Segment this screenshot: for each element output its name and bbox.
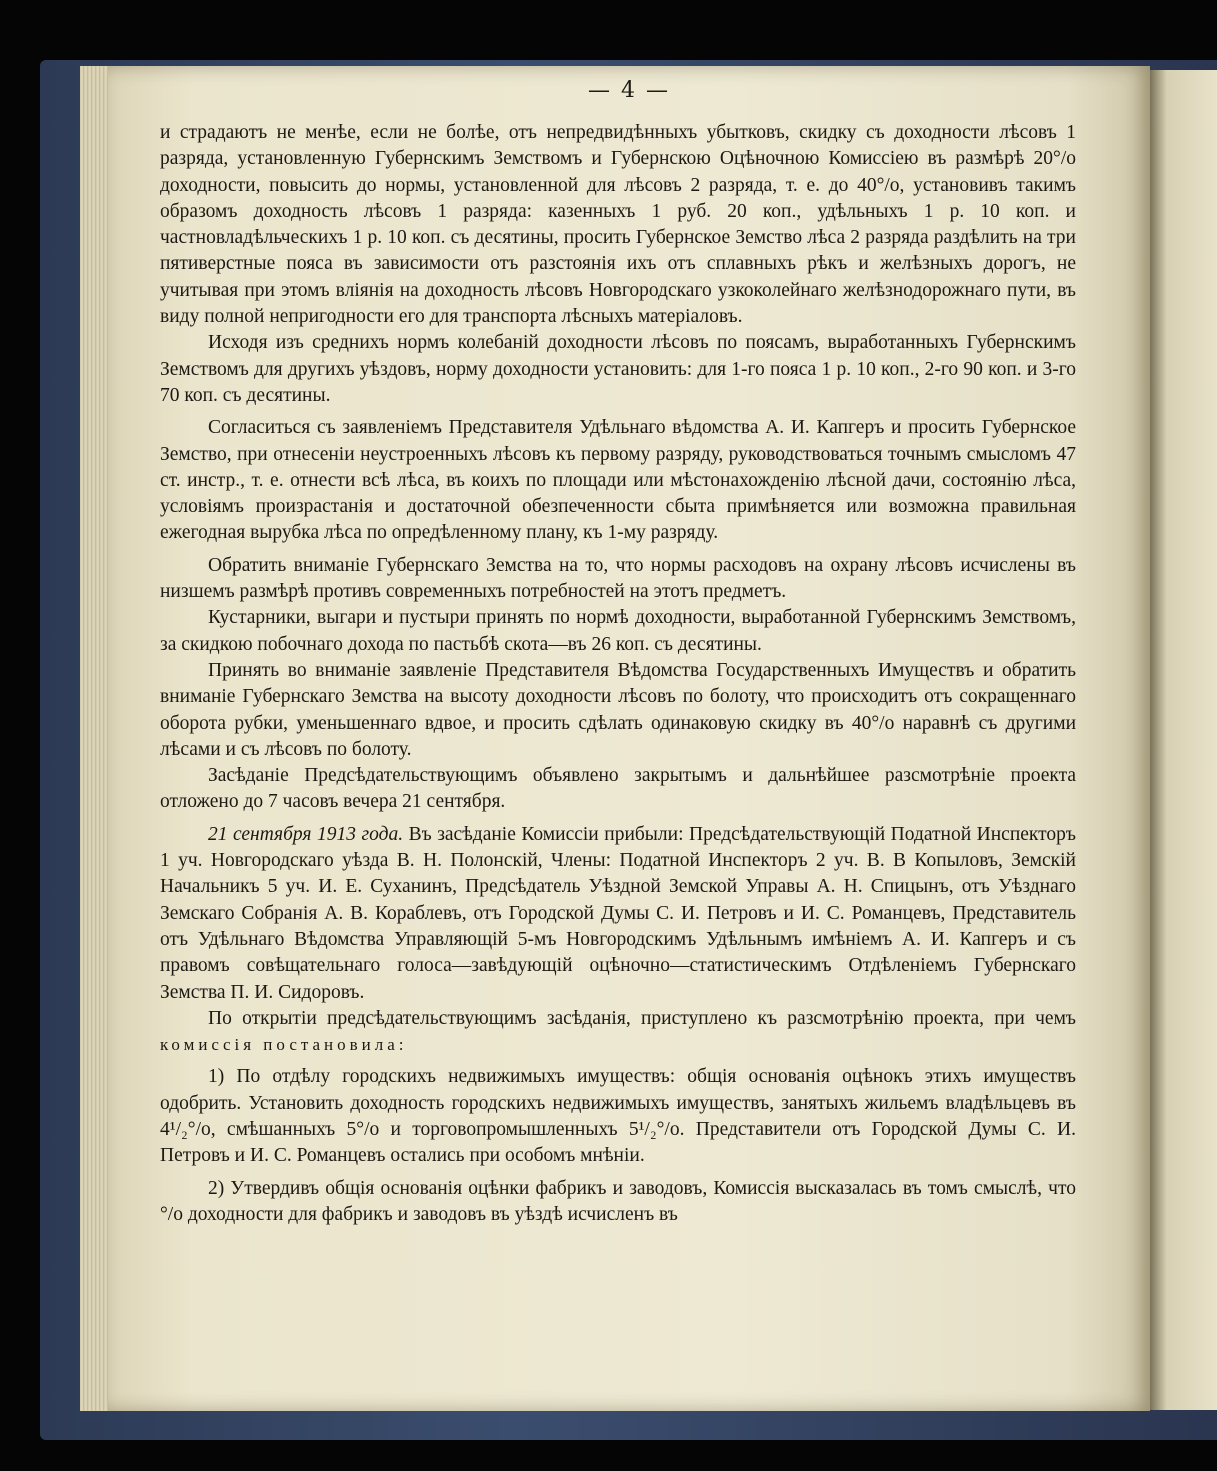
paragraph-kapger-statement: Согласиться съ заявленiемъ Представителя Удѣльнаго вѣдомства А. И. Капгеръ и просить Губернское Земство, при отнесенiи неустроенныхъ лѣсовъ къ первому разряду, руководствоваться точнымъ смысломъ 47 ст. инстр., т. е. отнести всѣ лѣса, въ коихъ по площади или мѣстонахожденiю лѣсной дачи, состоянiю лѣса, условiямъ произрастанiя и достаточной обезпеченности сбыта примѣняется или возможна правильная ежегодная вырубка лѣса по опредѣленному плану, къ 1-му разряду. (160, 417, 1076, 544)
paragraph-session-closed: Засѣданiе Предсѣдательствующимъ объявлено закрытымъ и дальнѣйшее разсмотрѣнiе проекта отложено до 7 часовъ вечера 21 сентября. (160, 765, 1076, 813)
paragraph-forest-discount: и страдаютъ не менѣе, если не болѣе, отъ непредвидѣнныхъ убытковъ, скидку съ доходности лѣсовъ 1 разряда, установленную Губернскимъ Земствомъ и Губернскою Оцѣночною Комиссiею въ размѣрѣ 20°/о доходности, повысить до нормы, установленной для лѣсовъ 2 разряда, т. е. до 40°/о, установивъ такимъ образомъ доходность лѣсовъ 1 разряда: казенныхъ 1 руб. 20 коп., удѣльныхъ 1 р. 10 коп. и частновладѣльческихъ 1 р. 10 коп. съ десятины, просить Губернское Земство лѣса 2 разряда раздѣлить на три пятиверстные пояса въ зависимости отъ разстоянiя ихъ отъ сплавныхъ рѣкъ и желѣзныхъ дорогъ, не учитывая при этомъ влiянiя на доходность лѣсовъ Новгородскаго узкоколейнаго желѣзнодорожнаго пути, въ виду полной непригодности его для транспорта лѣсныхъ матерiаловъ. (160, 122, 1076, 328)
session-date: 21 сентября 1913 года. (208, 823, 404, 845)
paragraph-factories: 2) Утвердивъ общiя основанiя оцѣнки фабрикъ и заводовъ, Комиссiя высказалась въ томъ смыслѣ, что °/о доходности для фабрикъ и заводовъ въ уѣздѣ исчисленъ въ (160, 1177, 1076, 1225)
paragraph-swamp-forest: Принять во вниманiе заявленiе Представителя Вѣдомства Государственныхъ Имуществъ и обратить вниманiе Губернскаго Земства на высоту доходности лѣсовъ по болоту, что происходитъ отъ сокращеннаго оборота рубки, уменьшеннаго вдвое, и просить сдѣлать одинаковую скидку въ 40°/о наравнѣ съ другими лѣсами и съ лѣсовъ по болоту. (160, 659, 1076, 760)
paragraph-september-21-session (160, 822, 1076, 1006)
book-page (108, 66, 1150, 1411)
paragraph-shrubland: Кустарники, выгари и пустыри принять по нормѣ доходности, выработанной Губернскимъ Земствомъ, за скидкою побочнаго дохода по пастьбѣ скота—въ 26 коп. съ десятины. (160, 607, 1076, 655)
page-number: — 4 — (588, 78, 670, 103)
proceedings-text: По открытiи предсѣдательствующимъ засѣданiя, приступлено къ разсмотрѣнiю проекта, при чемъ (208, 1007, 1076, 1029)
paragraph-urban-property: 1) По отдѣлу городскихъ недвижимыхъ имуществъ: общiя основанiя оцѣнокъ этихъ имуществъ одобрить. Установить доходность городскихъ недвижимыхъ имуществъ, занятыхъ жильемъ владѣльцевъ въ 4¹/₂°/о, смѣшанныхъ 5°/о и торговопромышленныхъ 5¹/₂°/о. Представители отъ Городской Думы С. И. Петровъ и И. С. Романцевъ остались при особомъ мнѣнiи. (160, 1066, 1076, 1167)
paragraph-protection-costs: Обратить вниманiе Губернскаго Земства на то, что нормы расходовъ на охрану лѣсовъ исчислены въ низшемъ размѣрѣ противъ современныхъ потребностей на этотъ предметъ. (160, 554, 1076, 603)
paragraph-belt-norms: Исходя изъ среднихъ нормъ колебанiй доходности лѣсовъ по поясамъ, выработанныхъ Губернскимъ Земствомъ для другихъ уѣздовъ, норму доходности установить: для 1-го пояса 1 р. 10 коп., 2-го 90 коп. и 3-го 70 коп. съ десятины. (160, 332, 1076, 406)
paragraph-proceedings (160, 1006, 1076, 1059)
session-attendees: Въ засѣданiе Комиссiи прибыли: Предсѣдательствующiй Податной Инспекторъ 1 уч. Новгородскаго уѣзда В. Н. Полонскiй, Члены: Податной Инспекторъ 2 уч. В. В Копыловъ, Земскiй Начальникъ 5 уч. И. Е. Суханинъ, Предсѣдатель Уѣздной Земской Управы А. Н. Спицынъ, отъ Уѣзднаго Земскаго Собранiя А. В. Кораблевъ, отъ Городской Думы С. И. Петровъ и И. С. Романцевъ, Представитель отъ Удѣльнаго Вѣдомства Управляющiй 5-мъ Новгородскимъ Удѣльнымъ имѣнiемъ А. И. Капгеръ и съ правомъ совѣщательнаго голоса—завѣдующiй оцѣночно—статистическимъ Отдѣленiемъ Губернскаго Земства П. И. Сидоровъ. (160, 823, 1076, 1003)
page-text (160, 120, 1076, 1228)
commission-resolved: комиссiя постановила: (160, 1035, 408, 1055)
facing-page-edge (1150, 70, 1217, 1410)
